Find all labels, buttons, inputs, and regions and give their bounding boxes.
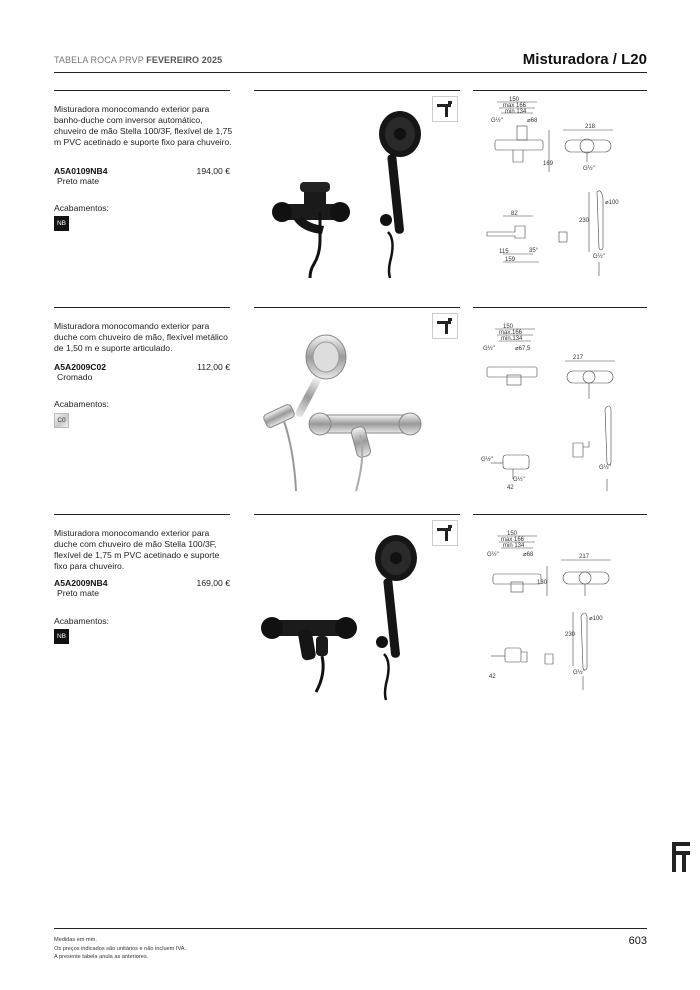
dim-label: 150 xyxy=(503,324,514,330)
divider xyxy=(254,307,460,308)
dim-label: 42 xyxy=(489,674,496,680)
product-code: A5A2009NB4 xyxy=(54,578,108,588)
dim-label: ⌀100 xyxy=(605,200,619,206)
dim-label: G½" xyxy=(573,670,585,676)
dim-label: max 166 xyxy=(501,537,525,543)
product-photo xyxy=(254,92,460,282)
dim-label: G½" xyxy=(481,457,493,463)
dim-label: max 166 xyxy=(503,103,527,109)
dim-label: G½" xyxy=(593,254,605,260)
roca-logo-icon xyxy=(670,840,692,874)
finishes-label: Acabamentos: xyxy=(54,399,109,409)
dim-label: ⌀100 xyxy=(589,616,603,622)
tap-category-icon xyxy=(432,520,458,546)
dim-label: G½" xyxy=(483,346,495,352)
tap-category-icon xyxy=(432,96,458,122)
dim-label: 42 xyxy=(507,485,514,491)
dim-label: 230 xyxy=(565,632,576,638)
product-code: A5A0109NB4 xyxy=(54,166,108,176)
product-photo xyxy=(254,516,460,706)
divider xyxy=(473,90,647,91)
dim-label: 82 xyxy=(511,211,518,217)
divider xyxy=(254,514,460,515)
product-price: 169,00 € xyxy=(196,578,230,588)
finish-swatch: NB xyxy=(54,216,69,231)
finish-swatch: C0 xyxy=(54,413,69,428)
product-price: 194,00 € xyxy=(196,166,230,176)
dim-label: min 134 xyxy=(503,543,525,549)
dim-label: 150 xyxy=(507,531,518,537)
divider xyxy=(54,90,230,91)
dim-label: min.134 xyxy=(501,336,523,342)
finish-name: Preto mate xyxy=(57,588,100,598)
page-number: 603 xyxy=(628,935,647,947)
dim-label: ⌀68 xyxy=(523,552,534,558)
product-photo xyxy=(254,309,460,499)
dim-label: max.166 xyxy=(499,330,523,336)
product-price: 112,00 € xyxy=(197,362,230,372)
catalog-header xyxy=(54,55,222,65)
divider xyxy=(473,307,647,308)
dim-label: 218 xyxy=(585,124,596,130)
divider xyxy=(54,307,230,308)
dim-label: G½" xyxy=(513,477,525,483)
finishes-label: Acabamentos: xyxy=(54,203,109,213)
finishes-label: Acabamentos: xyxy=(54,616,109,626)
footer-note: Medidas em mm. xyxy=(54,937,97,943)
finish-name: Cromado xyxy=(57,372,93,382)
product-description: Misturadora monocomando exterior para banho-duche com inversor automático, chuveiro de mão Stella 100/3F, flexível de 1,75 m PVC acetinado e suporte fixo para chuveiro. xyxy=(54,104,233,147)
dim-label: 150 xyxy=(509,97,520,103)
footer-notes xyxy=(54,936,186,962)
dim-label: G½" xyxy=(491,118,503,124)
dim-label: 217 xyxy=(579,554,590,560)
header-divider xyxy=(54,72,647,73)
dim-label: G½" xyxy=(487,552,499,558)
dim-label: ⌀67,5 xyxy=(515,346,531,352)
catalog-date: FEVEREIRO 2025 xyxy=(146,55,223,65)
dimension-drawing xyxy=(473,92,653,277)
catalog-prefix: TABELA ROCA PRVP xyxy=(54,55,144,65)
footer-divider xyxy=(54,928,647,929)
finish-swatch: NB xyxy=(54,629,69,644)
dimension-drawing xyxy=(473,309,653,494)
footer-note: A presente tabela anula as anteriores. xyxy=(54,954,149,960)
finish-name: Preto mate xyxy=(57,176,100,186)
dim-label: min 134 xyxy=(505,109,527,115)
tap-category-icon xyxy=(432,313,458,339)
divider xyxy=(473,514,647,515)
dim-label: 130 xyxy=(537,580,548,586)
dim-label: 217 xyxy=(573,355,584,361)
footer-note: Os preços indicados são unitários e não incluem IVA. xyxy=(54,945,187,952)
dim-label: 230 xyxy=(579,218,590,224)
product-description: Misturadora monocomando exterior para duche com chuveiro de mão Stella 100/3F, flexível de 1,75 m PVC acetinado e suporte fixo para chuveiro. xyxy=(54,528,220,571)
dimension-drawing xyxy=(473,516,653,701)
dim-label: G½" xyxy=(599,465,611,471)
product-entry xyxy=(0,307,700,507)
dim-label: 159 xyxy=(505,257,516,263)
product-code: A5A2009C02 xyxy=(54,362,107,372)
dim-label: 169 xyxy=(543,161,554,167)
product-description: Misturadora monocomando exterior para duche com chuveiro de mão, flexível metálico de 1,50 m e suporte articulado. xyxy=(54,321,228,353)
section-title: Misturadora / L20 xyxy=(522,51,647,68)
dim-label: G½" xyxy=(583,166,595,172)
dim-label: ⌀68 xyxy=(527,118,538,124)
divider xyxy=(54,514,230,515)
divider xyxy=(254,90,460,91)
dim-label: 115 xyxy=(499,249,509,255)
dim-label: 35° xyxy=(529,248,539,254)
product-entry xyxy=(0,90,700,290)
product-entry xyxy=(0,514,700,714)
